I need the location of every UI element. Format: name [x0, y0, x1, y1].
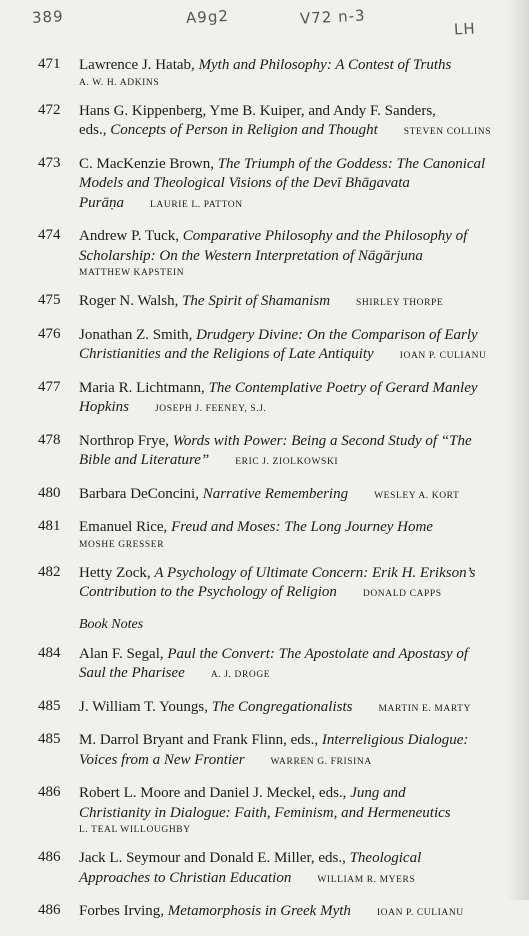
entry-title: Approaches to Christian Education [79, 869, 292, 886]
reviewer-name: SHIRLEY THORPE [356, 298, 444, 308]
page-number: 485 [38, 697, 61, 714]
entry-title: Comparative Philosophy and the Philosophy of [182, 228, 468, 244]
reviewer-name: JOSEPH J. FEENEY, S.J. [155, 404, 267, 414]
handwritten-note: V72 n-3 [299, 6, 367, 28]
entry-title: Scholarship: On the Western Interpretation of Nāgārjuna [79, 247, 423, 264]
entry-author: Lawrence J. Hatab, [79, 57, 199, 73]
entry-line [79, 645, 515, 665]
entry-title: Purāṇa [79, 194, 124, 211]
page-edge-shadow [507, 0, 529, 900]
entry-line [79, 121, 515, 143]
entry-line [79, 869, 515, 891]
entry-title: Freud and Moses: The Long Journey Home [171, 519, 433, 535]
entry-author: Jonathan Z. Smith, [79, 326, 197, 343]
entry-title: The Spirit of Shamanism [182, 293, 331, 309]
entry-author: Andrew P. Tuck, [79, 228, 183, 244]
reviewer-name: LAURIE L. PATTON [150, 199, 243, 210]
section-heading-book-notes: Book Notes [79, 616, 144, 632]
entry-line [79, 345, 515, 367]
entry-line [79, 227, 515, 247]
entry-author: Emanuel Rice, [79, 519, 172, 535]
entry-line [79, 664, 515, 686]
entry-title: Jung and [350, 785, 406, 801]
page-number: 478 [38, 431, 61, 448]
entry-title: Saul the Pharisee [79, 665, 185, 681]
entry-line [79, 751, 515, 773]
toc-entry [0, 326, 529, 367]
entry-title: Hopkins [79, 399, 129, 415]
page-number: 486 [38, 902, 61, 918]
entry-line [79, 155, 515, 175]
entry-title: The Triumph of the Goddess: The Canonical [217, 155, 486, 172]
entry-line [79, 518, 515, 538]
reviewer-name: L. TEAL WILLOUGHBY [79, 825, 191, 835]
entry-line [79, 174, 515, 194]
toc-entry [0, 379, 529, 420]
entry-author: eds., [79, 122, 111, 138]
entry-author: Hetty Zock, [79, 564, 155, 581]
page-number: 480 [38, 484, 61, 501]
entry-line [79, 804, 515, 824]
toc-entry [0, 564, 529, 605]
entry-title: Bible and Literature” [79, 452, 210, 468]
entry-title: Theological [349, 850, 422, 866]
table-of-contents [0, 56, 529, 936]
reviewer-name: WARREN G. FRISINA [270, 756, 372, 767]
entry-line [79, 698, 515, 720]
entry-line [79, 102, 515, 122]
entry-line [79, 902, 515, 924]
toc-entry [0, 698, 529, 720]
entry-line [79, 849, 515, 869]
entry-line [79, 56, 515, 76]
entry-line [79, 292, 515, 314]
entry-title: Narrative Remembering [202, 485, 349, 502]
toc-entry [0, 645, 529, 686]
handwritten-note: LH [453, 19, 477, 39]
toc-entry [0, 155, 529, 216]
entry-title: The Congregationalists [211, 698, 353, 715]
entry-title: A Psychology of Ultimate Concern: Erik H. Erikson’s [154, 564, 476, 581]
page-number: 472 [38, 101, 61, 118]
entry-title: Voices from a New Frontier [79, 751, 245, 768]
entry-line [79, 247, 515, 267]
entry-line [79, 451, 515, 473]
page-number: 474 [38, 227, 61, 243]
reviewer-name: DONALD CAPPS [362, 589, 442, 599]
reviewer-name: MOSHE GRESSER [79, 539, 165, 550]
entry-line [79, 784, 515, 804]
handwritten-note: A9g2 [185, 6, 230, 28]
toc-entry [0, 902, 529, 924]
entry-author: Roger N. Walsh, [79, 293, 183, 309]
reviewer-name: MATTHEW KAPSTEIN [79, 268, 185, 278]
entry-author: Hans G. Kippenberg, Yme B. Kuiper, and Andy F. Sanders, [79, 102, 436, 119]
entry-title: Christianities and the Religions of Late Antiquity [79, 346, 374, 362]
page-number: 471 [38, 56, 61, 72]
toc-entry [0, 56, 529, 90]
entry-author: Jack L. Seymour and Donald E. Miller, eds., [79, 850, 350, 866]
entry-author: Northrop Frye, [79, 432, 173, 449]
toc-entry [0, 432, 529, 473]
entry-author: Maria R. Lichtmann, [79, 379, 209, 396]
reviewer-name: MARTIN E. MARTY [378, 703, 472, 714]
page-number: 476 [38, 325, 61, 342]
entry-title: Words with Power: Being a Second Study of “The [172, 432, 472, 449]
entry-line [79, 583, 515, 605]
reviewer-name: WILLIAM R. MYERS [317, 874, 416, 885]
reviewer-name: STEVEN COLLINS [403, 127, 492, 137]
reviewer-name: A. W. H. ADKINS [79, 77, 160, 88]
page-number: 481 [38, 518, 61, 534]
page-number: 475 [38, 292, 61, 308]
entry-line [79, 326, 515, 346]
toc-entry [0, 518, 529, 552]
toc-entry [0, 849, 529, 890]
page-number: 482 [38, 563, 61, 580]
entry-title: The Contemplative Poetry of Gerard Manley [208, 379, 478, 396]
toc-entry [0, 731, 529, 772]
entry-line [79, 432, 515, 452]
page-number: 484 [38, 644, 61, 661]
entry-title: Paul the Convert: The Apostolate and Apostasy of [167, 645, 469, 662]
reviewer-name: IOAN P. CULIANU [376, 908, 464, 918]
entry-title: Models and Theological Visions of the Devī Bhāgavata [79, 175, 410, 191]
entry-title: Contribution to the Psychology of Religion [79, 584, 337, 600]
reviewer-name: ERIC J. ZIOLKOWSKI [235, 457, 339, 467]
entry-line [79, 398, 515, 420]
review-list [0, 56, 529, 605]
entry-line [79, 485, 515, 507]
entry-author: M. Darrol Bryant and Frank Flinn, eds., [79, 732, 322, 748]
entry-title: Metamorphosis in Greek Myth [167, 903, 351, 919]
reviewer-name: IOAN P. CULIANU [399, 351, 487, 361]
page-number: 486 [38, 849, 61, 865]
entry-author: Forbes Irving, [79, 903, 168, 919]
page-number: 477 [38, 378, 61, 395]
book-notes-list [0, 645, 529, 924]
entry-author: Alan F. Segal, [79, 645, 168, 662]
reviewer-name: WESLEY A. KORT [374, 490, 460, 501]
entry-author: C. MacKenzie Brown, [79, 155, 218, 172]
entry-line [79, 379, 515, 399]
entry-author: Robert L. Moore and Daniel J. Meckel, eds., [79, 785, 351, 801]
entry-line [79, 194, 515, 216]
page-number: 473 [38, 154, 61, 171]
entry-title: Concepts of Person in Religion and Thought [110, 122, 378, 138]
toc-entry [0, 292, 529, 314]
page-number: 486 [38, 784, 61, 800]
entry-title: Interreligious Dialogue: [321, 732, 469, 748]
entry-author: J. William T. Youngs, [79, 698, 212, 715]
entry-title: Drudgery Divine: On the Comparison of Early [196, 326, 478, 343]
page-number: 485 [38, 731, 61, 747]
toc-entry [0, 102, 529, 143]
reviewer-name: A. J. DROGE [210, 670, 271, 680]
entry-title: Christianity in Dialogue: Faith, Feminism, and Hermeneutics [79, 804, 451, 821]
entry-author: Barbara DeConcini, [79, 485, 203, 502]
entry-line [79, 731, 515, 751]
handwritten-note: 389 [31, 7, 65, 27]
toc-entry [0, 784, 529, 837]
toc-entry [0, 485, 529, 507]
entry-title: Myth and Philosophy: A Contest of Truths [198, 57, 452, 73]
toc-entry [0, 227, 529, 280]
entry-line [79, 564, 515, 584]
